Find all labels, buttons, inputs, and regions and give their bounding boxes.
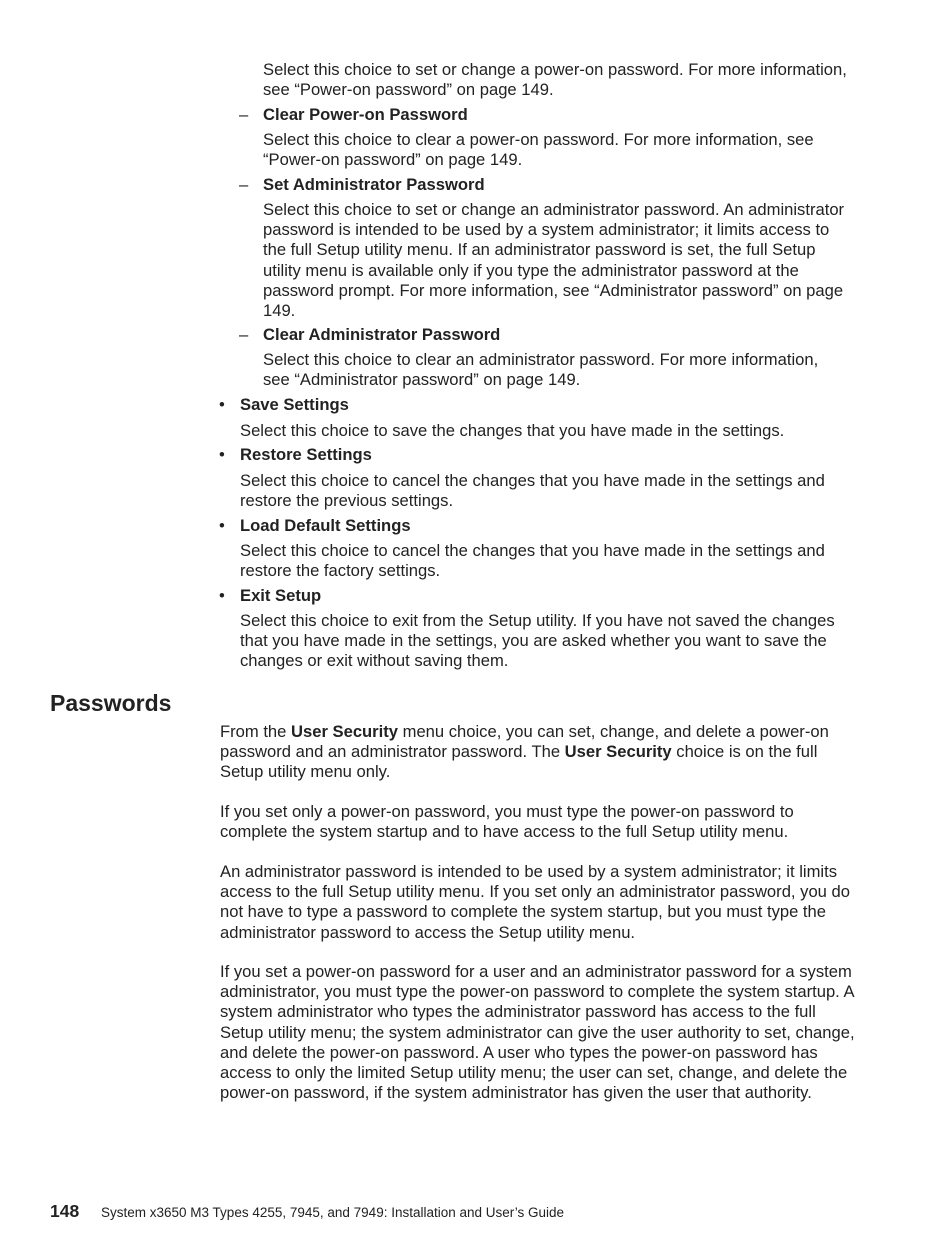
both-passwords-paragraph: If you set a power-on password for a user and an administrator password for a system administrator, you must type the power-on password to complete the system startup. A system administrator who types the administrator password has access to the full Setup utility menu; the system administrator can give the user authority to set, change, and delete the power-on password. A user who types the power-on password has access to only the limited Setup utility menu; the user can set, change, and delete the power-on password, if the system administrator has given the user that authority. <box>220 962 855 1103</box>
bullet-marker: • <box>219 586 225 605</box>
dash-marker: – <box>239 175 249 194</box>
exit-setup-title: Exit Setup <box>240 586 322 605</box>
save-settings-description: Select this choice to save the changes that you have made in the settings. <box>240 421 785 440</box>
text-run: menu choice, you can set, change, and delete a power-on password and an administrator password. The <box>220 722 829 762</box>
passwords-intro-paragraph <box>220 722 860 783</box>
set-admin-password-title: Set Administrator Password <box>263 175 485 194</box>
clear-admin-password-description: Select this choice to clear an administrator password. For more information, see “Administrator password” on page 149. <box>263 350 819 390</box>
set-poweron-password-description: Select this choice to set or change a power-on password. For more information, see “Power-on password” on page 149. <box>263 60 847 100</box>
document-title: System x3650 M3 Types 4255, 7945, and 7949: Installation and User’s Guide <box>101 1205 565 1220</box>
text-run: From the <box>220 722 292 741</box>
set-admin-password-description: Select this choice to set or change an administrator password. An administrator password is intended to be used by a system administrator; it limits access to the full Setup utility menu. If an administrator password is set, the full Setup utility menu is available only if you type the administrator password at the password prompt. For more information, see “Administrator password” on page 149. <box>263 200 845 321</box>
restore-settings-description: Select this choice to cancel the changes that you have made in the settings and restore the previous settings. <box>240 471 825 511</box>
restore-settings-title: Restore Settings <box>240 445 372 464</box>
dash-marker: – <box>239 325 249 344</box>
poweron-only-paragraph: If you set only a power-on password, you must type the power-on password to complete the system startup and to have access to the full Setup utility menu. <box>220 802 794 842</box>
load-default-settings-title: Load Default Settings <box>240 516 411 535</box>
clear-poweron-password-description: Select this choice to clear a power-on password. For more information, see “Power-on password” on page 149. <box>263 130 814 170</box>
clear-poweron-password-title: Clear Power-on Password <box>263 105 468 124</box>
section-heading: Passwords <box>50 690 172 716</box>
user-security-term: User Security <box>291 722 399 741</box>
bullet-marker: • <box>219 395 225 414</box>
admin-only-paragraph: An administrator password is intended to be used by a system administrator; it limits access to the full Setup utility menu. If you set only an administrator password, you do not have to type a password to complete the system startup, but you must type the administrator password to access the Setup utility menu. <box>220 862 850 942</box>
dash-marker: – <box>239 105 249 124</box>
bullet-marker: • <box>219 516 225 535</box>
load-default-settings-description: Select this choice to cancel the changes that you have made in the settings and restore the factory settings. <box>240 541 825 581</box>
user-security-term: User Security <box>564 742 672 762</box>
page-number: 148 <box>50 1201 80 1221</box>
text-run: choice is on the full Setup utility menu only. <box>220 742 818 782</box>
save-settings-title: Save Settings <box>240 395 349 414</box>
exit-setup-description: Select this choice to exit from the Setup utility. If you have not saved the changes that you have made in the settings, you are asked whether you want to save the changes or exit without saving them. <box>240 611 835 671</box>
clear-admin-password-title: Clear Administrator Password <box>263 325 501 344</box>
bullet-marker: • <box>219 445 225 464</box>
